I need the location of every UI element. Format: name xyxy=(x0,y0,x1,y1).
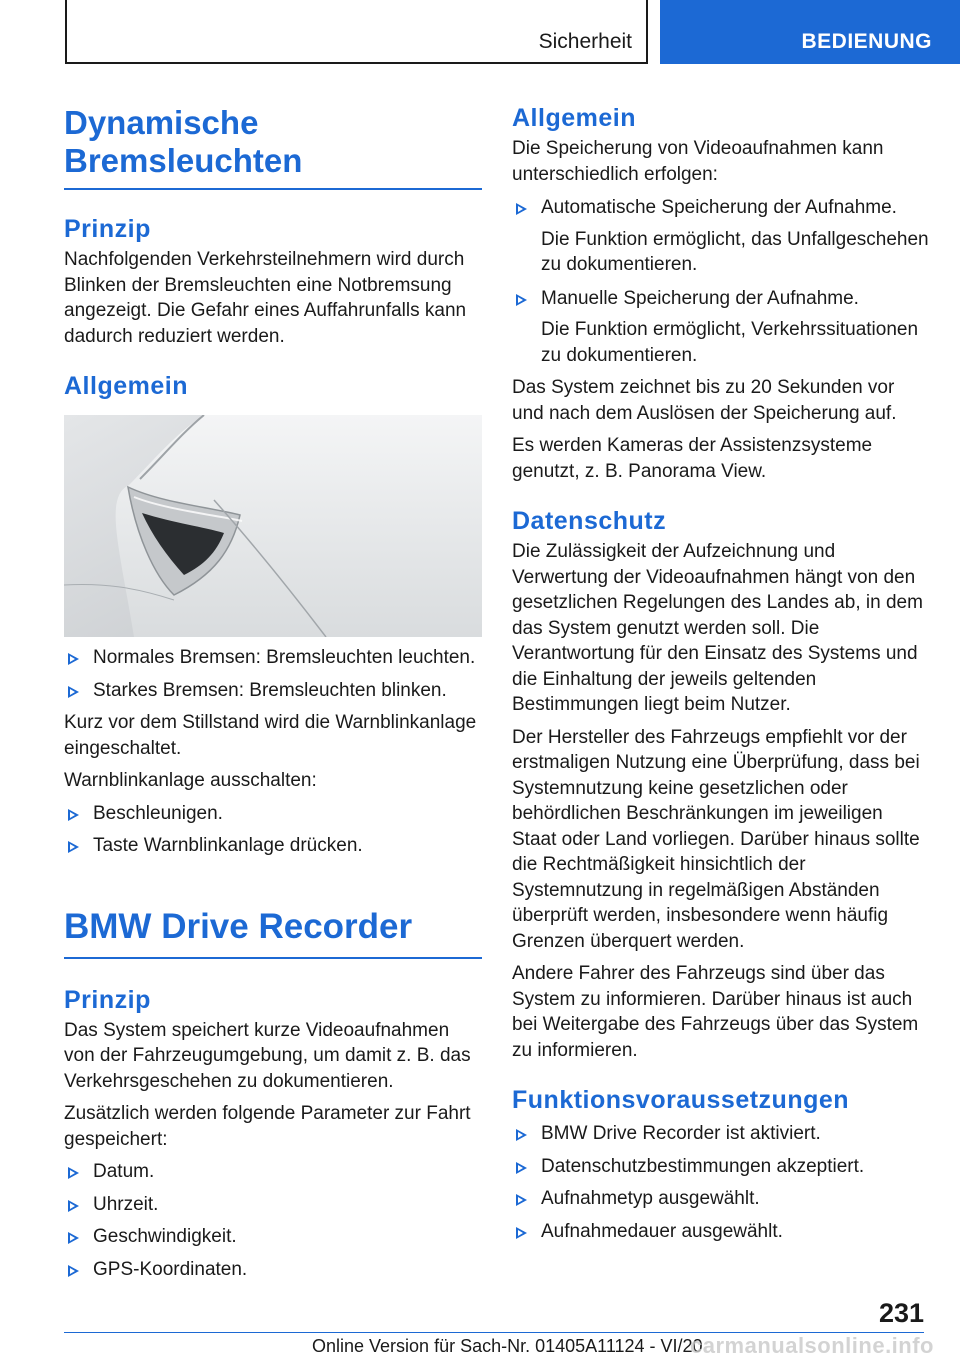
hazard-off-list xyxy=(64,801,482,859)
page-title xyxy=(64,100,482,180)
bullet-triangle-icon xyxy=(68,686,79,698)
record-duration-text: Das System zeichnet bis zu 20 Sekunden vor und nach dem Auslösen der Speicherung auf. xyxy=(512,377,897,424)
heading-funktionsvoraussetzungen: Funktionsvoraussetzungen xyxy=(512,1086,850,1114)
list-item: Datum. xyxy=(64,1159,482,1185)
bullet-triangle-icon xyxy=(516,1162,527,1174)
watermark: carmanualsonline.info xyxy=(690,1333,934,1358)
header-chapter-tab xyxy=(660,0,960,64)
list-item: Aufnahmedauer ausgewählt. xyxy=(512,1219,930,1245)
requirements-list xyxy=(512,1121,930,1244)
recorder-principle-text: Das System speichert kurze Videoaufnahmen von der Fahrzeugumgebung, um damit z. B. das Verkehrsgeschehen zu dokumentieren. xyxy=(64,1019,471,1092)
bullet-triangle-icon xyxy=(516,1227,527,1239)
list-item: Taste Warnblinkanlage drücken. xyxy=(64,833,482,859)
list-item: Beschleunigen. xyxy=(64,801,482,827)
list-item: Uhrzeit. xyxy=(64,1192,482,1218)
parameters-text: Zusätzlich werden folgende Parameter zur Fahrt gespeichert: xyxy=(64,1103,471,1150)
datenschutz-paragraph-2: Der Hersteller des Fahrzeugs empfiehlt vor der erstmaligen Nutzung eine Überprüfung, dass bei Systemnutzung keine gesetzlichen oder behördlichen Beschränkungen im jeweiligen Staat oder Land vorliegen. Darüber hinaus sollte die Rechtmäßigkeit hinsichtlich der Systemnutzung in regelmäßigen Abständen überprüft werden, insbesondere wenn häufig Grenzen überquert werden. xyxy=(512,726,920,952)
heading-prinzip-2: Prinzip xyxy=(64,985,151,1014)
header-section-label: Sicherheit xyxy=(538,30,632,53)
page-title-line-2: Bremsleuchten xyxy=(64,142,303,179)
list-item: Aufnahmetyp ausgewählt. xyxy=(512,1186,930,1212)
storage-intro-text: Die Speicherung von Videoaufnahmen kann unterschiedlich erfolgen: xyxy=(512,138,884,185)
bullet-triangle-icon xyxy=(516,294,527,306)
bullet-triangle-icon xyxy=(516,1129,527,1141)
storage-types-list xyxy=(512,195,930,368)
datenschutz-paragraph-1: Die Zulässigkeit der Aufzeichnung und Verwertung der Videoaufnahmen hängt von den gesetzlichen Regelungen des Landes ab, in dem das System genutzt werden soll. Die Verantwortung für den Einsatz des Systems und die Einhaltung der jeweils geltenden Bestimmungen liegt beim Nutzer. xyxy=(512,541,923,715)
hazard-off-text: Warnblinkanlage ausschalten: xyxy=(64,770,317,791)
prinzip-text: Nachfolgenden Verkehrsteilnehmern wird durch Blinken der Bremsleuchten eine Notbremsung angezeigt. Die Gefahr eines Auffahrunfalls kann dadurch reduziert werden. xyxy=(64,249,467,347)
header-section-tab xyxy=(65,0,648,64)
heading-prinzip: Prinzip xyxy=(64,215,151,243)
right-column xyxy=(512,100,930,1244)
title-divider xyxy=(64,188,482,190)
list-item: Geschwindigkeit. xyxy=(64,1224,482,1250)
list-item: GPS-Koordinaten. xyxy=(64,1257,482,1283)
section-title-bmw-drive-recorder: BMW Drive Recorder xyxy=(64,906,413,946)
bullet-triangle-icon xyxy=(516,203,527,215)
datenschutz-paragraph-3: Andere Fahrer des Fahrzeugs sind über das System zu informieren. Darüber hinaus ist auch bei Weitergabe des Fahrzeugs über das System zu informieren. xyxy=(512,963,919,1061)
list-item: Starkes Bremsen: Bremsleuchten blinken. xyxy=(64,678,482,704)
bullet-triangle-icon xyxy=(68,1265,79,1277)
bullet-triangle-icon xyxy=(68,1167,79,1179)
heading-datenschutz: Datenschutz xyxy=(512,507,667,535)
list-item: BMW Drive Recorder ist aktiviert. xyxy=(512,1121,930,1147)
bullet-triangle-icon xyxy=(516,1194,527,1206)
page-number: 231 xyxy=(878,1298,924,1328)
bullet-triangle-icon xyxy=(68,1200,79,1212)
left-column xyxy=(64,100,482,1282)
bullet-triangle-icon xyxy=(68,841,79,853)
cameras-text: Es werden Kameras der Assistenzsysteme genutzt, z. B. Panorama View. xyxy=(512,435,873,482)
list-item: Automatische Speicherung der Aufnahme. Die Funktion ermöglicht, das Unfallgeschehen zu dokumentieren. xyxy=(512,195,930,278)
bullet-triangle-icon xyxy=(68,1232,79,1244)
heading-allgemein-2: Allgemein xyxy=(512,104,636,132)
brake-light-list xyxy=(64,645,482,703)
parameters-list xyxy=(64,1159,482,1282)
heading-allgemein: Allgemein xyxy=(64,372,188,400)
header-chapter-label: BEDIENUNG xyxy=(801,30,932,53)
list-item: Normales Bremsen: Bremsleuchten leuchten. xyxy=(64,645,482,671)
bullet-triangle-icon xyxy=(68,653,79,665)
hazard-info-text: Kurz vor dem Stillstand wird die Warnblinkanlage eingeschaltet. xyxy=(64,712,477,759)
list-item: Datenschutzbestimmungen akzeptiert. xyxy=(512,1154,930,1180)
tail-light-illustration xyxy=(64,415,482,637)
section-divider xyxy=(64,957,482,959)
list-item: Manuelle Speicherung der Aufnahme. Die Funktion ermöglicht, Verkehrssituationen zu dokumentieren. xyxy=(512,286,930,369)
bullet-triangle-icon xyxy=(68,809,79,821)
page-title-line-1: Dynamische xyxy=(64,104,259,141)
footer-online-version: Online Version für Sach-Nr. 01405A11124 - VI/20 xyxy=(312,1336,703,1356)
